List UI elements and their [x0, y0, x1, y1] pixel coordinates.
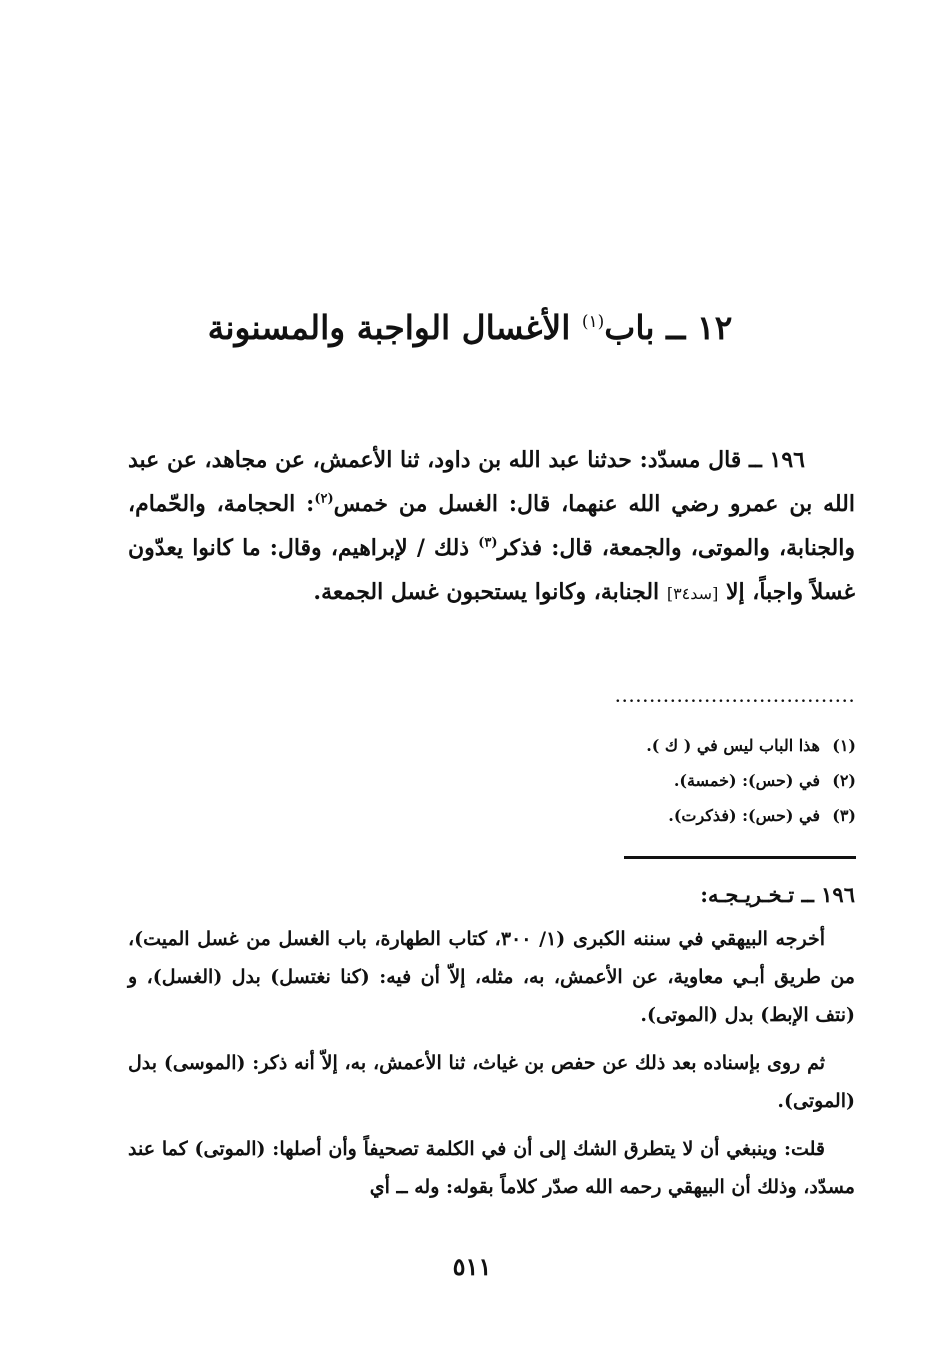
footnote-text: في (حس): (خمسة). — [673, 771, 820, 790]
chapter-title-prefix: ١٢ ــ باب — [604, 308, 733, 347]
section-divider-rule — [624, 856, 856, 859]
footnote-number: (٢) — [832, 771, 856, 790]
footnote-mark-2: (٢) — [314, 491, 334, 507]
footnotes — [430, 728, 856, 833]
footnote-text: في (حس): (فذكرت). — [668, 806, 820, 825]
hadith-part-3: ذلك / لإبراهيم، وقال: ما كانوا يعدّون غسلاً واجباً، إلا — [128, 535, 855, 605]
footnote-mark-3: (٣) — [478, 535, 498, 551]
footnote-item — [430, 728, 856, 763]
takhrij-paragraph: ثم روى بإسناده بعد ذلك عن حفص بن غياث، ثنا الأعمش، به، إلاّ أنه ذكر: (الموسى) بدل (الموتى). — [128, 1052, 855, 1112]
footnote-item — [430, 798, 856, 833]
footnote-item — [430, 763, 856, 798]
takhrij-paragraph: قلت: وينبغي أن لا يتطرق الشك إلى أن في الكلمة تصحيفاً وأن أصلها: (الموتى) كما عند مسدّد، وذلك أن البيهقي رحمه الله صدّر كلاماً بقوله: وله ــ أي — [128, 1138, 855, 1198]
takhrij-section — [128, 876, 855, 1216]
chapter-footnote-mark: (١) — [581, 312, 605, 332]
hadith-part-1: ١٩٦ ــ قال مسدّد: حدثنا عبد الله بن داود، ثنا الأعمش، عن مجاهد، عن عبد الله بن عمرو رضي الله عنهما، قال: الغسل من خمس — [128, 447, 855, 517]
takhrij-heading: ١٩٦ ــ تـخـريـجـه: — [700, 882, 855, 907]
hadith-part-4: الجنابة، وكانوا يستحبون غسل الجمعة. — [313, 579, 667, 605]
margin-reference: [سد٣٤] — [666, 584, 719, 603]
page-number: ٥١١ — [452, 1252, 492, 1281]
chapter-title — [140, 306, 800, 350]
takhrij-paragraph: أخرجه البيهقي في سننه الكبرى (١/ ٣٠٠، كتاب الطهارة، باب الغسل من غسل الميت)، من طريق أبـي معاوية، عن الأعمش، به، مثله، إلاّ أن فيه: (كنا نغتسل) بدل (الغسل)، و (نتف الإبط) بدل (الموتى). — [128, 928, 855, 1026]
chapter-title-text: الأغسال الواجبة والمسنونة — [207, 308, 582, 347]
footnote-text: هذا الباب ليس في ( ك ). — [646, 736, 820, 755]
footnote-number: (١) — [832, 736, 856, 755]
hadith-text — [128, 438, 855, 616]
hadith-part-2: : الحجامة، والحّمام، والجنابة، والموتى، والجمعة، قال: فذكر — [128, 491, 855, 561]
footnote-separator-dots: ................................... — [615, 690, 856, 706]
footnote-number: (٣) — [832, 806, 856, 825]
hadith-paragraph — [128, 438, 855, 616]
